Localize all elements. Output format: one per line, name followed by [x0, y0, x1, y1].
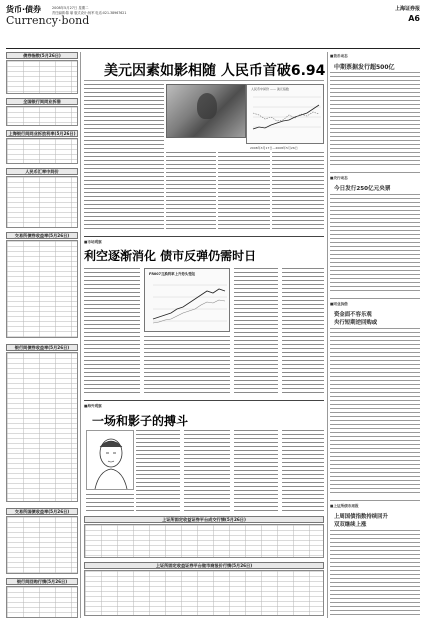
- masthead: [6, 4, 420, 30]
- lead-headline: 美元因素如影相随 人民币首破6.94: [104, 63, 326, 79]
- fx-table: [6, 176, 78, 228]
- dateline: 2008年5月27日 星期二: [52, 6, 89, 10]
- page-number: A6: [408, 14, 420, 23]
- right-headline-3a: 资金面不容乐观: [334, 312, 372, 318]
- right-body-1: [330, 72, 420, 168]
- shibor-table: [6, 138, 78, 164]
- left-column-divider: [80, 52, 81, 618]
- second-chart: [144, 268, 230, 332]
- right-column-divider: [327, 52, 328, 618]
- second-chart-title: FR007互换利率上升势头受阻: [149, 272, 195, 276]
- section-name: 货币·债券: [6, 5, 42, 14]
- third-body-under-photo: [86, 494, 134, 512]
- lead-body-col1: [84, 84, 164, 230]
- third-headline: 一场和影子的搏斗: [92, 414, 189, 428]
- right-headline-4b: 双双继续上涨: [334, 522, 367, 528]
- paper-name: 上海证券报: [394, 6, 420, 12]
- market-maker-table: [84, 570, 324, 616]
- right-tag-2: ■央行动态: [330, 176, 348, 180]
- right-body-4: [330, 530, 420, 618]
- lead-chart-svg: [247, 85, 325, 145]
- second-headline: 利空逐渐消化 债市反弹仍需时日: [84, 249, 257, 263]
- market-maker-title: 上证所固定收益证券平台做市商报价行情(5月26日): [84, 562, 324, 569]
- interbank-yield-table: [6, 352, 78, 502]
- editor-line: 责任编辑:陈 瑜 版式设计:杨军 电话:021-38967621: [52, 11, 127, 15]
- banknote-photo: [166, 84, 246, 138]
- lead-chart-caption: 2008年3月17日—2008年5月26日: [250, 146, 298, 150]
- section-name-en: Currency·bond: [6, 14, 90, 27]
- treasury-yield-table: [6, 516, 78, 574]
- author-sketch-svg: [87, 431, 135, 491]
- right-tag-4: ■上证所债市周报: [330, 504, 359, 508]
- indicator-box-title: 债券指数(5月26日): [6, 52, 78, 59]
- second-chart-svg: [145, 269, 231, 333]
- right-headline-2: 今日发行250亿元央票: [334, 186, 391, 192]
- right-headline-4a: 上周国债指数持续回升: [334, 514, 388, 520]
- second-body-col2: [144, 336, 230, 396]
- exchange-yield-box-title: 交易所债券收益率(5月26日): [6, 232, 78, 239]
- second-body-col1: [84, 268, 140, 396]
- right-headline-1: 中期票据发行超500亿: [334, 64, 395, 71]
- lead-body-col3: [218, 152, 270, 230]
- third-body-col1: [136, 430, 180, 512]
- lead-body-col2: [166, 152, 216, 230]
- platform-trades-title: 上证所固定收益证券平台成交行情(5月26日): [84, 516, 324, 523]
- author-illustration: [86, 430, 134, 490]
- lead-bottom-rule: [84, 236, 324, 237]
- third-story-tag: ■海外观察: [84, 404, 102, 408]
- bank-table: [6, 106, 78, 126]
- masthead-rule: [6, 48, 420, 49]
- usd-index-series-line: [253, 112, 319, 121]
- right-body-2: [330, 194, 420, 294]
- right-body-3: [330, 328, 420, 496]
- right-rule-3: [330, 500, 420, 501]
- shibor-box-title: 上海银行间同业拆放利率(5月26日): [6, 130, 78, 137]
- lead-chart-grid: [253, 97, 321, 127]
- lead-headline-rule: [84, 80, 324, 81]
- indicator-table: [6, 60, 78, 94]
- right-column: [330, 52, 420, 618]
- fr007-series-line: [153, 289, 225, 319]
- left-data-column: [6, 52, 78, 618]
- lead-chart: [246, 84, 324, 144]
- second-story-tag: ■市场观察: [84, 240, 102, 244]
- fx-box-title: 人民币汇率中间价: [6, 168, 78, 175]
- exchange-yield-table: [6, 240, 78, 338]
- right-headline-3b: 央行短期逆回购或: [334, 320, 378, 326]
- bank-box-title: 全国银行间同业拆借: [6, 98, 78, 105]
- portrait-shape: [197, 93, 217, 119]
- third-body-col4: [282, 430, 324, 512]
- second-body-col4: [282, 268, 324, 396]
- lead-body-col4: [272, 152, 324, 230]
- second-body-col3: [234, 268, 278, 396]
- interbank-yield-box-title: 银行间债券收益率(5月26日): [6, 344, 78, 351]
- right-tag-3: ■同业拆借: [330, 302, 348, 306]
- right-tag-1: ■货币动态: [330, 54, 348, 58]
- third-body-col2: [184, 430, 230, 512]
- second-bottom-rule: [84, 400, 324, 401]
- repo-table: [6, 586, 78, 618]
- treasury-yield-box-title: 交易所国债收益率(5月26日): [6, 508, 78, 515]
- platform-trades-table: [84, 524, 324, 558]
- repo-box-title: 银行间回购行情(5月26日): [6, 578, 78, 585]
- right-rule-2: [330, 298, 420, 299]
- right-rule-1: [330, 172, 420, 173]
- lead-chart-legend: 人民币中间价 —— 美元指数: [251, 87, 289, 91]
- third-body-col3: [234, 430, 278, 512]
